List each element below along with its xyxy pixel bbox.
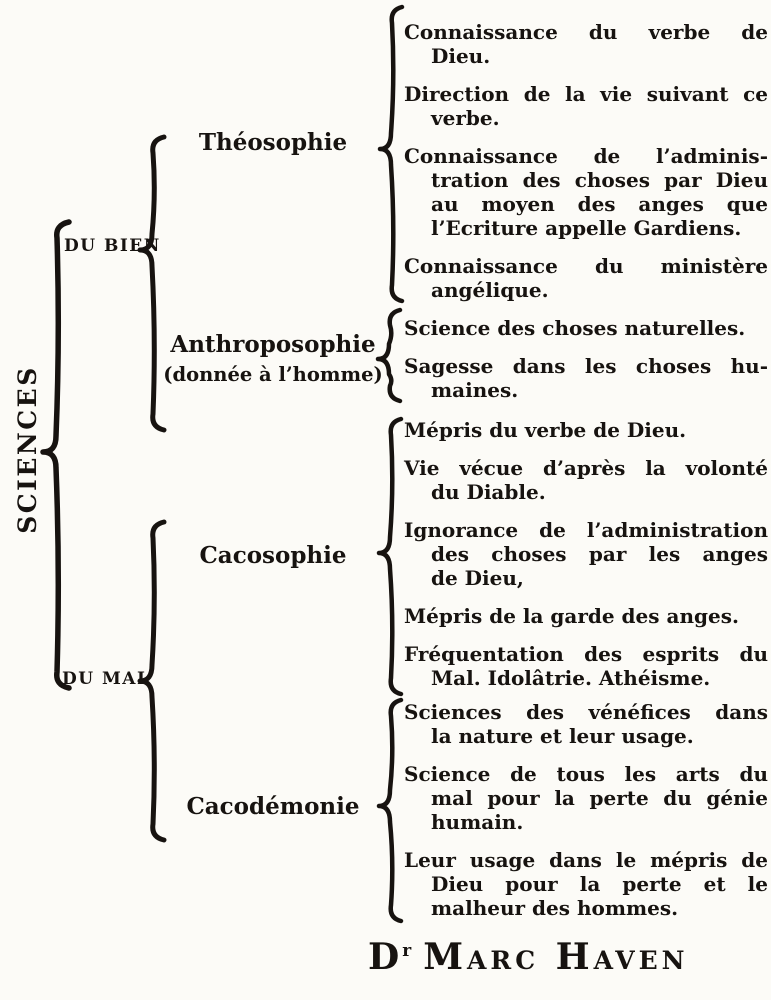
item-line: malheur des hommes. [431, 896, 679, 920]
item-line: de Dieu, [431, 566, 524, 590]
item-line: Connaissance du ministère [404, 254, 768, 278]
branch-label-du-bien: DU BIEN [64, 236, 161, 256]
list-item [404, 518, 768, 590]
list-item [404, 456, 768, 504]
group-sublabel-anthroposophie: (donnée à l’homme) [163, 363, 383, 386]
list-item [404, 848, 768, 920]
item-line: Sciences des vénéfices dans [404, 700, 768, 724]
item-line: Dieu pour la perte et le [431, 872, 768, 896]
item-line: mal pour la perte du génie [431, 786, 768, 810]
item-line: Science de tous les arts du [404, 762, 768, 786]
item-line: la nature et leur usage. [431, 724, 694, 748]
list-item [404, 82, 768, 130]
list-item [404, 700, 768, 748]
item-line: Fréquentation des esprits du [404, 642, 768, 666]
list-item [404, 144, 768, 240]
item-line: tration des choses par Dieu [431, 168, 768, 192]
group-label-theosophie: Théosophie [198, 129, 348, 156]
list-item [404, 604, 768, 628]
item-line: Ignorance de l’administration [404, 518, 768, 542]
brace-sciences [43, 222, 69, 688]
item-line: humain. [431, 810, 524, 834]
item-line: Vie vécue d’après la volonté [404, 456, 768, 480]
item-line: des choses par les anges [431, 542, 768, 566]
item-line: Connaissance du verbe de [404, 20, 768, 44]
item-line: Dieu. [431, 44, 491, 68]
item-line: verbe. [431, 106, 500, 130]
signature [368, 936, 689, 978]
item-line: Mépris de la garde des anges. [404, 604, 739, 628]
list-item [404, 762, 768, 834]
item-line: l’Ecriture appelle Gardiens. [431, 216, 742, 240]
list-item [404, 316, 768, 340]
item-line: Sagesse dans les choses hu- [404, 354, 768, 378]
signature-superscript: r [402, 941, 412, 961]
item-list-theosophie [404, 20, 768, 302]
item-list-cacodemonie [404, 700, 768, 920]
group-label-cacosophie: Cacosophie [199, 542, 347, 569]
group-label-anthroposophie: Anthroposophie [170, 331, 376, 358]
list-item [404, 418, 768, 442]
item-line: angélique. [431, 278, 549, 302]
signature-prefix-letter: D [368, 936, 403, 978]
item-list-cacosophie [404, 418, 768, 690]
item-line: Connaissance de l’adminis- [404, 144, 768, 168]
item-line: Direction de la vie suivant ce [404, 82, 768, 106]
item-list-anthroposophie [404, 316, 768, 402]
item-line: Leur usage dans le mépris de [404, 848, 768, 872]
list-item [404, 254, 768, 302]
item-line: Science des choses naturelles. [404, 316, 746, 340]
signature-prefix [368, 936, 411, 978]
brace-du-bien [140, 137, 164, 430]
group-label-cacodemonie: Cacodémonie [186, 793, 360, 820]
item-line: maines. [431, 378, 519, 402]
list-item [404, 642, 768, 690]
item-line: au moyen des anges que [431, 192, 768, 216]
list-item [404, 354, 768, 402]
root-label-text: SCIENCES [12, 364, 42, 534]
signature-name: Marc Haven [423, 936, 689, 978]
item-line: du Diable. [431, 480, 546, 504]
item-line: Mal. Idolâtrie. Athéisme. [431, 666, 711, 690]
item-line: Mépris du verbe de Dieu. [404, 418, 687, 442]
list-item [404, 20, 768, 68]
branch-label-du-mal: DU MAL [62, 669, 151, 689]
